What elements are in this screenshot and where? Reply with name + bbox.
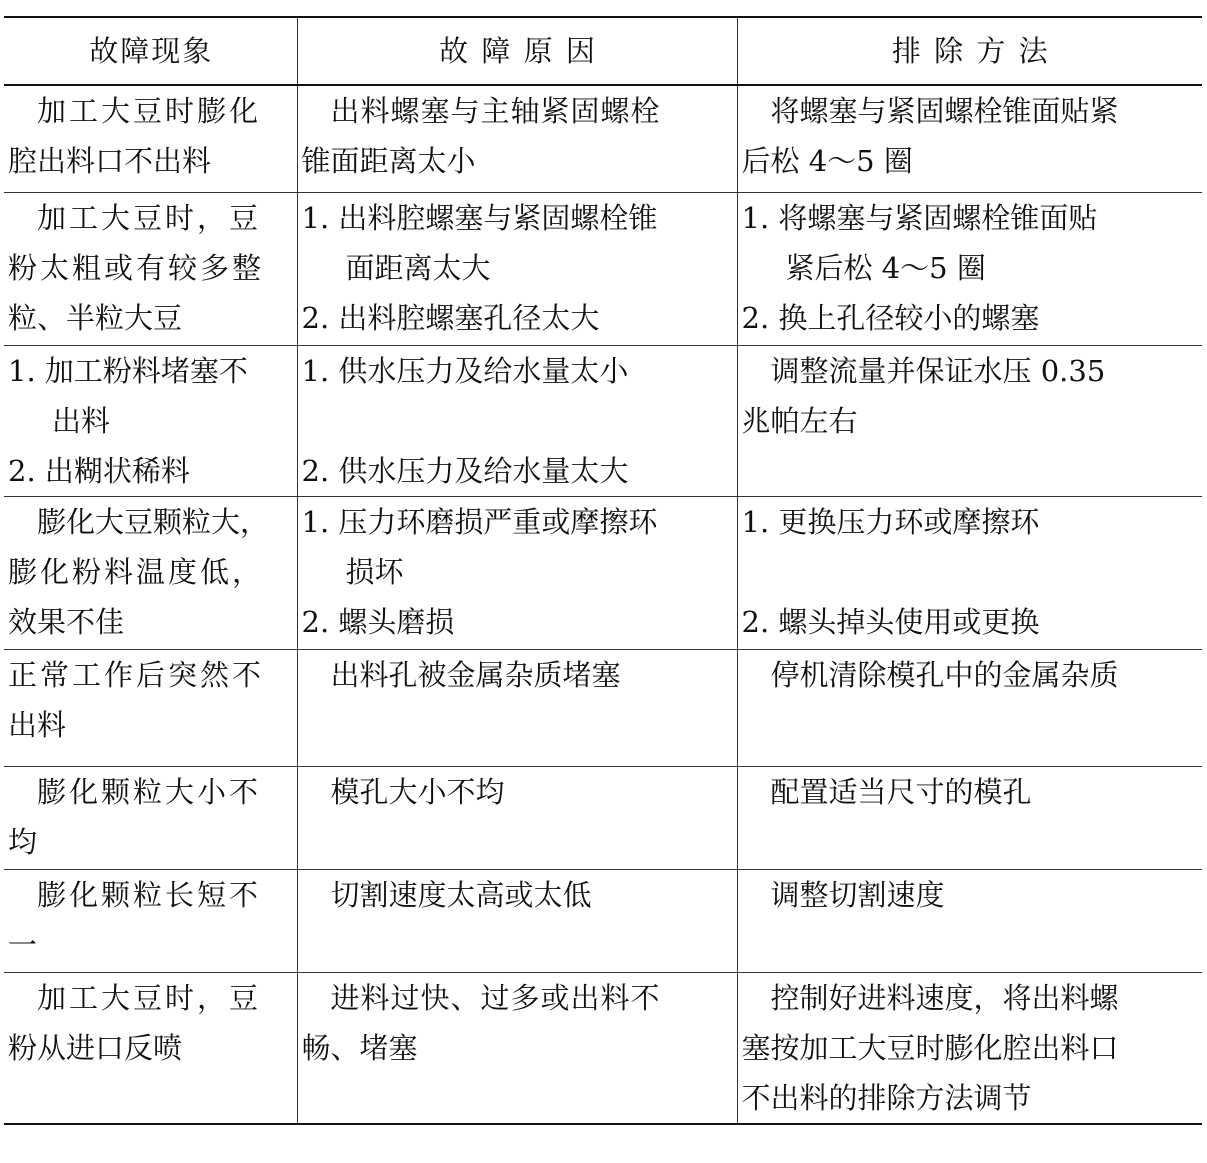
symptom-cell: 膨化大豆颗粒大， 膨化粉料温度低， 效果不佳 [4, 497, 297, 650]
header-cause: 故 障 原 因 [297, 17, 737, 85]
remedy-cell: 调整切割速度 [737, 870, 1202, 973]
remedy-cell: 1. 将螺塞与紧固螺栓锥面贴 紧后松 4～5 圈 2. 换上孔径较小的螺塞 [737, 193, 1202, 346]
remedy-cell: 配置适当尺寸的模孔 [737, 767, 1202, 870]
symptom-cell: 加工大豆时膨化 腔出料口不出料 [4, 85, 297, 193]
troubleshooting-table [4, 16, 1202, 1125]
cause-cell: 出料孔被金属杂质堵塞 [297, 650, 737, 767]
remedy-cell: 控制好进料速度，将出料螺 塞按加工大豆时膨化腔出料口 不出料的排除方法调节 [737, 973, 1202, 1125]
table-row [4, 497, 1202, 650]
table-row [4, 85, 1202, 193]
header-remedy: 排 除 方 法 [737, 17, 1202, 85]
cause-cell: 切割速度太高或太低 [297, 870, 737, 973]
remedy-cell: 停机清除模孔中的金属杂质 [737, 650, 1202, 767]
symptom-cell: 膨化颗粒长短不 一 [4, 870, 297, 973]
symptom-cell: 膨化颗粒大小不 均 [4, 767, 297, 870]
cause-cell: 进料过快、过多或出料不 畅、堵塞 [297, 973, 737, 1125]
table-row [4, 973, 1202, 1125]
symptom-cell: 正常工作后突然不 出料 [4, 650, 297, 767]
symptom-cell: 1. 加工粉料堵塞不 出料 2. 出糊状稀料 [4, 346, 297, 497]
cause-cell: 出料螺塞与主轴紧固螺栓 锥面距离太小 [297, 85, 737, 193]
remedy-cell: 将螺塞与紧固螺栓锥面贴紧 后松 4～5 圈 [737, 85, 1202, 193]
cause-cell: 1. 压力环磨损严重或摩擦环 损坏 2. 螺头磨损 [297, 497, 737, 650]
table-header-row [4, 17, 1202, 85]
cause-cell: 1. 出料腔螺塞与紧固螺栓锥 面距离太大 2. 出料腔螺塞孔径太大 [297, 193, 737, 346]
symptom-cell: 加工大豆时，豆 粉太粗或有较多整 粒、半粒大豆 [4, 193, 297, 346]
table-row [4, 767, 1202, 870]
table-row [4, 346, 1202, 497]
cause-cell: 1. 供水压力及给水量太小 2. 供水压力及给水量太大 [297, 346, 737, 497]
header-symptom: 故障现象 [4, 17, 297, 85]
table-row [4, 193, 1202, 346]
symptom-cell: 加工大豆时，豆 粉从进口反喷 [4, 973, 297, 1125]
remedy-cell: 1. 更换压力环或摩擦环 2. 螺头掉头使用或更换 [737, 497, 1202, 650]
table-row [4, 650, 1202, 767]
remedy-cell: 调整流量并保证水压 0.35 兆帕左右 [737, 346, 1202, 497]
cause-cell: 模孔大小不均 [297, 767, 737, 870]
table-row [4, 870, 1202, 973]
